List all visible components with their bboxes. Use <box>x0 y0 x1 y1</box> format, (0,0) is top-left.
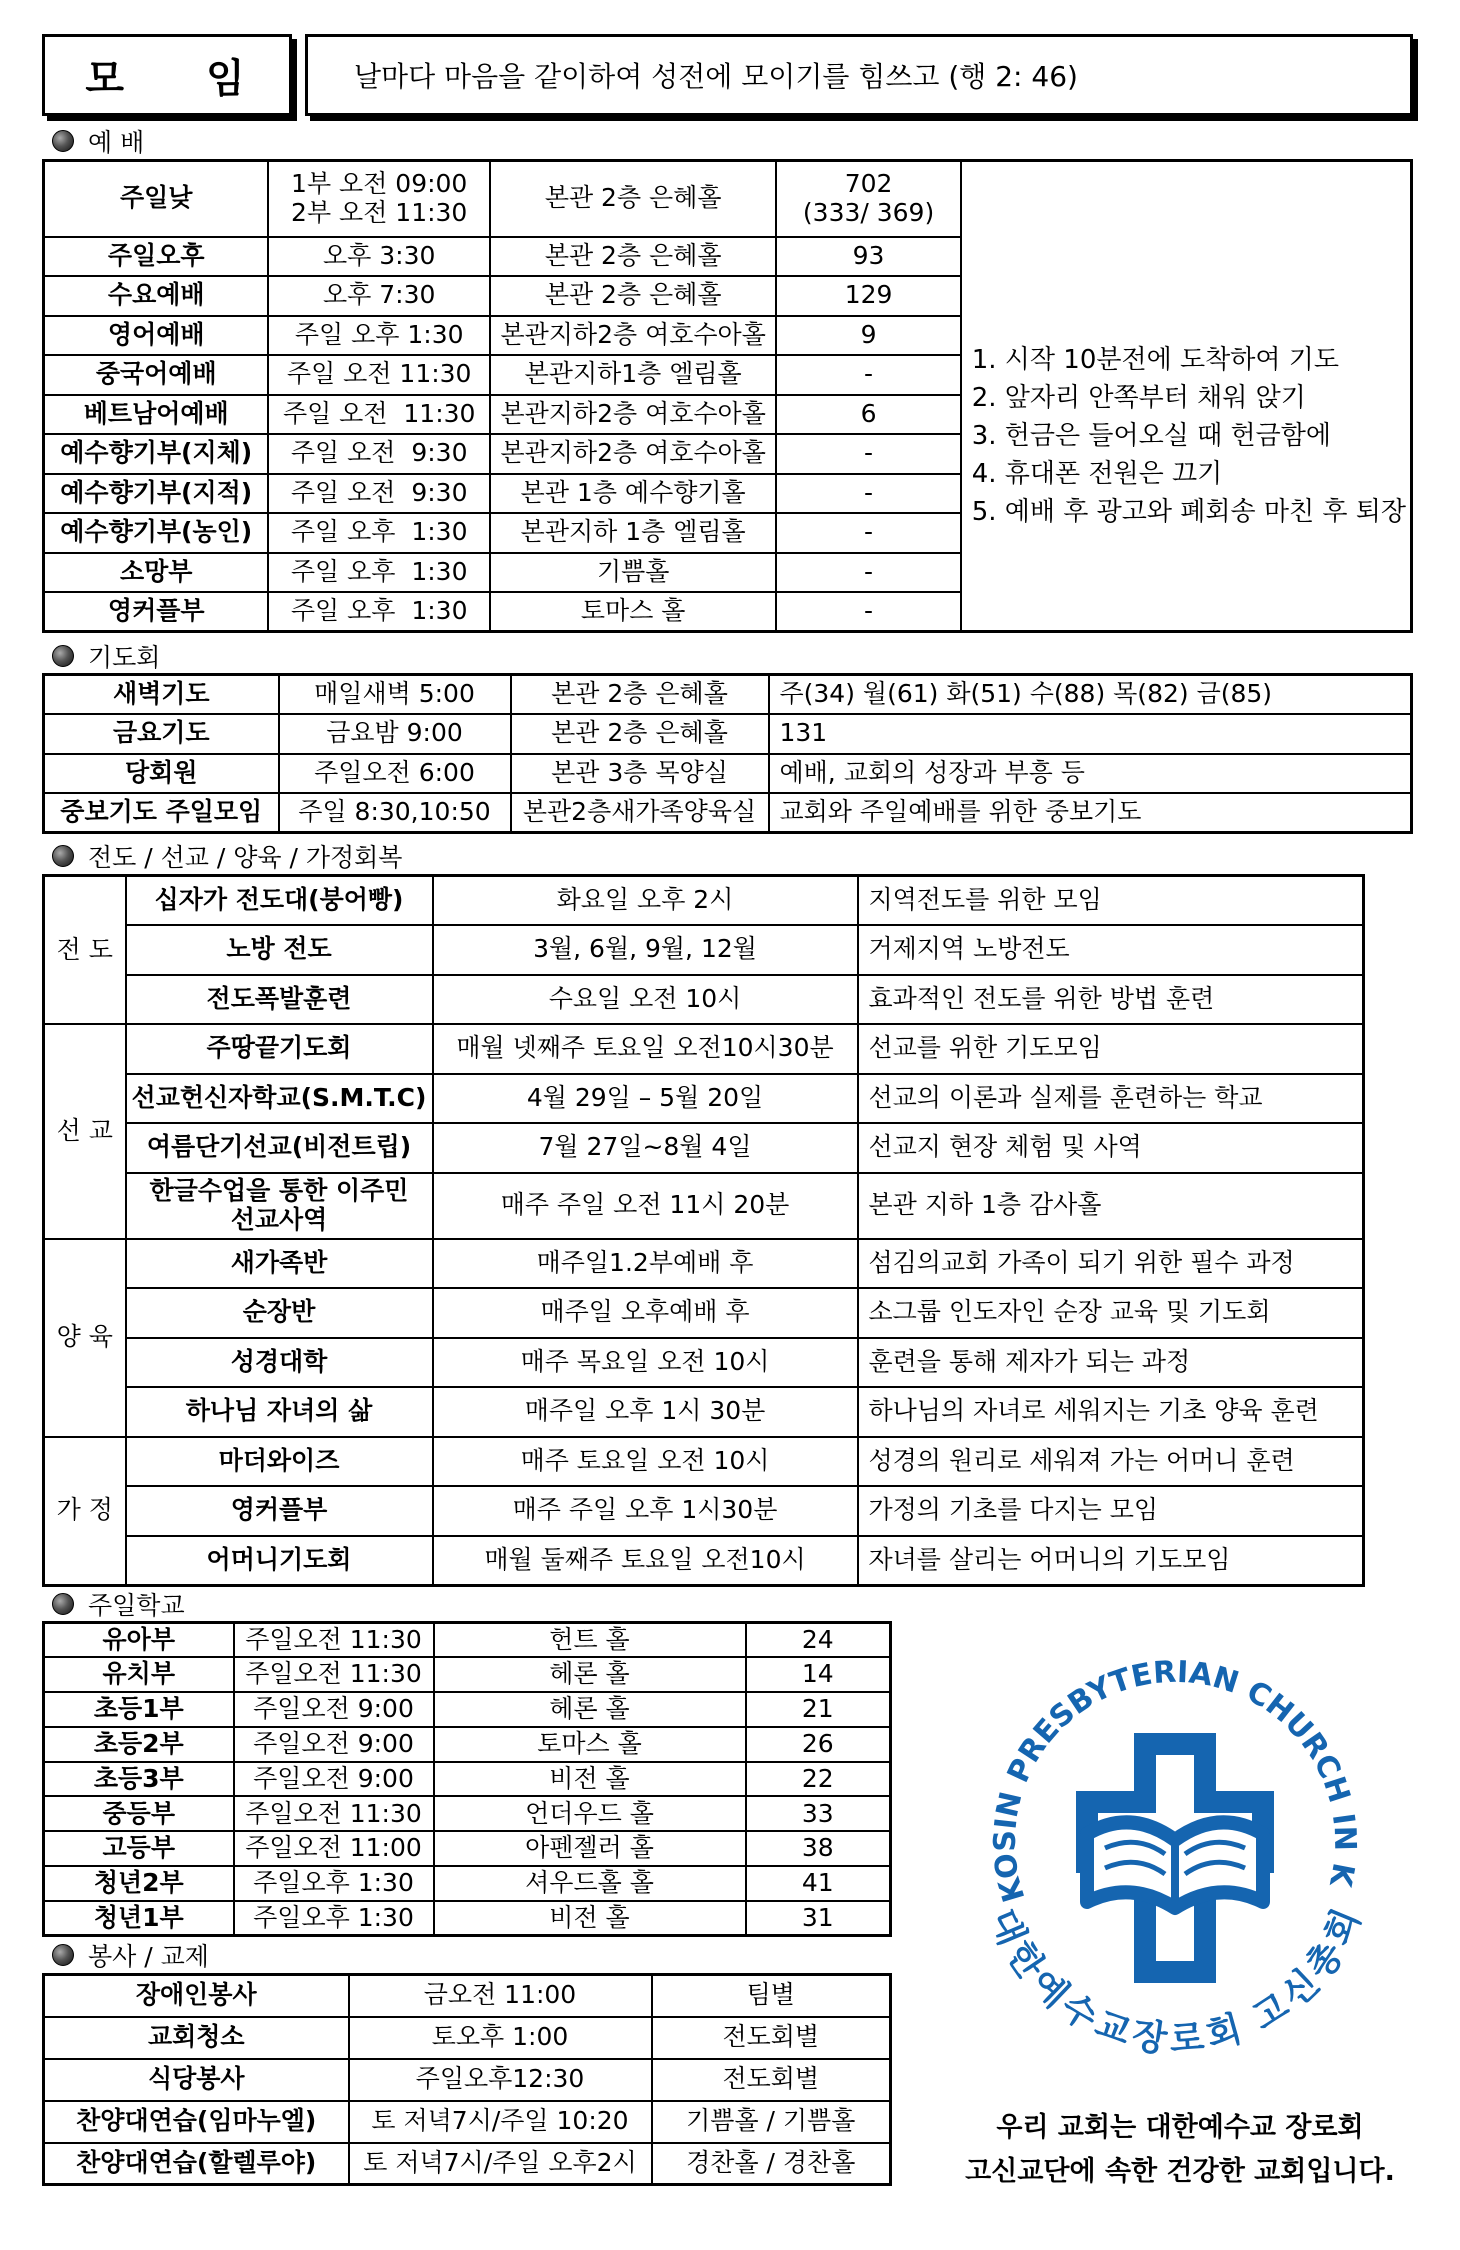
school-time: 주일오전 9:00 <box>234 1727 434 1762</box>
mission-table <box>42 874 1365 1587</box>
worship-count: 6 <box>776 395 960 435</box>
denomination-logo-svg <box>965 1652 1385 2072</box>
mission-time: 3월, 6월, 9월, 12월 <box>433 925 858 975</box>
worship-time: 주일 오후 1:30 <box>268 592 489 632</box>
school-place: 헤론 홀 <box>434 1657 746 1692</box>
service-name: 교회청소 <box>44 2017 349 2059</box>
service-who: 전도회별 <box>652 2017 891 2059</box>
service-who: 기쁨홀 / 기쁨홀 <box>652 2101 891 2143</box>
table-row <box>44 675 1412 715</box>
school-time: 주일오후 1:30 <box>234 1866 434 1901</box>
table-row <box>44 1024 1364 1074</box>
church-caption-line1: 우리 교회는 대한예수교 장로회 <box>996 2112 1364 2143</box>
school-place: 아펜젤러 홀 <box>434 1831 746 1866</box>
table-row <box>44 1288 1364 1338</box>
school-time: 주일오전 11:30 <box>234 1796 434 1831</box>
mission-name: 영커플부 <box>126 1486 433 1536</box>
school-count: 22 <box>746 1762 891 1797</box>
bullet-icon <box>52 130 74 152</box>
worship-name: 영어예배 <box>44 316 269 356</box>
service-time: 주일오후12:30 <box>349 2059 652 2101</box>
school-time: 주일오전 11:30 <box>234 1657 434 1692</box>
service-time: 토오후 1:00 <box>349 2017 652 2059</box>
school-place: 헌트 홀 <box>434 1623 746 1658</box>
worship-count: 129 <box>776 276 960 316</box>
bullet-icon <box>52 845 74 867</box>
service-name: 찬양대연습(임마누엘) <box>44 2101 349 2143</box>
school-name: 초등3부 <box>44 1762 234 1797</box>
table-row <box>44 714 1412 754</box>
prayer-note: 교회와 주일예배를 위한 중보기도 <box>769 793 1412 833</box>
worship-count: - <box>776 592 960 632</box>
mission-desc: 거제지역 노방전도 <box>858 925 1364 975</box>
school-name: 청년2부 <box>44 1866 234 1901</box>
school-place: 언더우드 홀 <box>434 1796 746 1831</box>
worship-name: 주일낮 <box>44 161 269 237</box>
service-time: 금오전 11:00 <box>349 1975 652 2017</box>
mission-time: 매주 주일 오후 1시30분 <box>433 1486 858 1536</box>
prayer-place: 본관 2층 은혜홀 <box>511 714 769 754</box>
service-who: 경찬홀 / 경찬홀 <box>652 2143 891 2185</box>
prayer-time: 주일 8:30,10:50 <box>279 793 511 833</box>
table-row <box>44 925 1364 975</box>
section-title-prayer <box>52 641 160 671</box>
school-name: 유치부 <box>44 1657 234 1692</box>
school-name: 초등2부 <box>44 1727 234 1762</box>
prayer-place: 본관 2층 은혜홀 <box>511 675 769 715</box>
table-row <box>44 1338 1364 1388</box>
table-row <box>44 2101 891 2143</box>
mission-desc: 섬김의교회 가족이 되기 위한 필수 과정 <box>858 1239 1364 1289</box>
prayer-time: 매일새벽 5:00 <box>279 675 511 715</box>
mission-name: 선교헌신자학교(S.M.T.C) <box>126 1074 433 1124</box>
table-row <box>44 1727 891 1762</box>
mission-desc: 하나님의 자녀로 세워지는 기초 양육 훈련 <box>858 1387 1364 1437</box>
mission-desc: 효과적인 전도를 위한 방법 훈련 <box>858 975 1364 1025</box>
school-name: 유아부 <box>44 1623 234 1658</box>
mission-name: 순장반 <box>126 1288 433 1338</box>
service-who: 전도회별 <box>652 2059 891 2101</box>
mission-name: 마더와이즈 <box>126 1437 433 1487</box>
worship-name: 주일오후 <box>44 237 269 277</box>
worship-count: - <box>776 553 960 593</box>
prayer-place: 본관2층새가족양육실 <box>511 793 769 833</box>
sunday-school-table <box>42 1621 892 1937</box>
mission-name: 노방 전도 <box>126 925 433 975</box>
table-row <box>44 876 1364 926</box>
table-row <box>44 1866 891 1901</box>
school-place: 셔우드홀 홀 <box>434 1866 746 1901</box>
mission-desc: 훈련을 통해 제자가 되는 과정 <box>858 1338 1364 1388</box>
section-title-worship <box>52 126 144 156</box>
school-place: 헤론 홀 <box>434 1692 746 1727</box>
worship-name: 영커플부 <box>44 592 269 632</box>
worship-place: 본관지하2층 여호수아홀 <box>490 316 777 356</box>
page-title: 모 임 <box>42 34 292 116</box>
prayer-name: 새벽기도 <box>44 675 279 715</box>
mission-name: 하나님 자녀의 삶 <box>126 1387 433 1437</box>
worship-table <box>42 159 1413 633</box>
mission-group-label: 가 정 <box>44 1437 126 1586</box>
school-count: 26 <box>746 1727 891 1762</box>
church-caption-line2: 고신교단에 속한 건강한 교회입니다. <box>965 2156 1395 2187</box>
cross-book-icon <box>1087 1744 1263 1972</box>
prayer-note: 예배, 교회의 성장과 부흥 등 <box>769 754 1412 794</box>
service-name: 식당봉사 <box>44 2059 349 2101</box>
worship-place: 본관지하 1층 엘림홀 <box>490 513 777 553</box>
worship-note-item: 3. 헌금은 들어오실 때 헌금함에 <box>971 421 1331 451</box>
school-place: 비전 홀 <box>434 1901 746 1936</box>
worship-place: 본관 2층 은혜홀 <box>490 276 777 316</box>
worship-name: 예수향기부(농인) <box>44 513 269 553</box>
mission-group-label: 선 교 <box>44 1024 126 1239</box>
worship-time: 주일 오후 1:30 <box>268 513 489 553</box>
service-time: 토 저녁7시/주일 오후2시 <box>349 2143 652 2185</box>
mission-desc: 소그룹 인도자인 순장 교육 및 기도회 <box>858 1288 1364 1338</box>
prayer-name: 당회원 <box>44 754 279 794</box>
section-title-label: 봉사 / 교제 <box>88 1942 209 1971</box>
mission-time: 수요일 오전 10시 <box>433 975 858 1025</box>
worship-name: 예수향기부(지적) <box>44 474 269 514</box>
mission-name: 어머니기도회 <box>126 1536 433 1586</box>
prayer-note: 131 <box>769 714 1412 754</box>
table-row <box>44 1173 1364 1239</box>
school-time: 주일오전 9:00 <box>234 1692 434 1727</box>
worship-place: 본관 2층 은혜홀 <box>490 237 777 277</box>
worship-count: - <box>776 513 960 553</box>
header-verse: 날마다 마음을 같이하여 성전에 모이기를 힘쓰고 (행 2: 46) <box>305 34 1413 116</box>
section-title-label: 예 배 <box>88 128 145 157</box>
section-title-mission <box>52 841 402 871</box>
section-title-sunday-school <box>52 1589 185 1619</box>
worship-time: 오후 7:30 <box>268 276 489 316</box>
logo-ring-text-en: KOSIN PRESBYTERIAN CHURCH IN K <box>987 1654 1363 1906</box>
mission-time: 화요일 오후 2시 <box>433 876 858 926</box>
worship-place: 본관지하2층 여호수아홀 <box>490 395 777 435</box>
worship-count: 702 (333/ 369) <box>776 161 960 237</box>
table-row <box>44 975 1364 1025</box>
school-place: 비전 홀 <box>434 1762 746 1797</box>
school-name: 중등부 <box>44 1796 234 1831</box>
mission-desc: 지역전도를 위한 모임 <box>858 876 1364 926</box>
school-time: 주일오전 11:30 <box>234 1623 434 1658</box>
mission-name: 여름단기선교(비전트립) <box>126 1123 433 1173</box>
table-row <box>44 1762 891 1797</box>
worship-time: 주일 오후 1:30 <box>268 316 489 356</box>
mission-desc: 선교를 위한 기도모임 <box>858 1024 1364 1074</box>
service-table <box>42 1973 892 2186</box>
school-name: 초등1부 <box>44 1692 234 1727</box>
worship-count: 93 <box>776 237 960 277</box>
worship-time: 주일 오전 9:30 <box>268 474 489 514</box>
logo-ring-text-ko: 대한예수교장로회 고신총회 <box>981 1903 1369 2061</box>
mission-desc: 선교의 이론과 실제를 훈련하는 학교 <box>858 1074 1364 1124</box>
table-row <box>44 1387 1364 1437</box>
mission-time: 매월 둘째주 토요일 오전10시 <box>433 1536 858 1586</box>
school-count: 31 <box>746 1901 891 1936</box>
bullet-icon <box>52 1944 74 1966</box>
worship-name: 예수향기부(지체) <box>44 434 269 474</box>
prayer-time: 주일오전 6:00 <box>279 754 511 794</box>
worship-name: 소망부 <box>44 553 269 593</box>
worship-place: 본관 2층 은혜홀 <box>490 161 777 237</box>
worship-count: - <box>776 355 960 395</box>
worship-note-item: 4. 휴대폰 전원은 끄기 <box>971 459 1223 489</box>
school-name: 고등부 <box>44 1831 234 1866</box>
mission-time: 매주일 오후예배 후 <box>433 1288 858 1338</box>
table-row <box>44 1831 891 1866</box>
table-row <box>44 1901 891 1936</box>
mission-time: 매주일1.2부예배 후 <box>433 1239 858 1289</box>
table-row <box>44 2143 891 2185</box>
worship-count: - <box>776 474 960 514</box>
table-row <box>44 1975 891 2017</box>
worship-count: - <box>776 434 960 474</box>
worship-place: 본관지하1층 엘림홀 <box>490 355 777 395</box>
service-who: 팀별 <box>652 1975 891 2017</box>
mission-time: 4월 29일 – 5월 20일 <box>433 1074 858 1124</box>
worship-time: 주일 오전 11:30 <box>268 355 489 395</box>
prayer-time: 금요밤 9:00 <box>279 714 511 754</box>
mission-time: 매월 넷째주 토요일 오전10시30분 <box>433 1024 858 1074</box>
worship-name: 수요예배 <box>44 276 269 316</box>
mission-name: 새가족반 <box>126 1239 433 1289</box>
table-row <box>44 793 1412 833</box>
school-time: 주일오후 1:30 <box>234 1901 434 1936</box>
prayer-place: 본관 3층 목양실 <box>511 754 769 794</box>
prayer-note: 주(34) 월(61) 화(51) 수(88) 목(82) 금(85) <box>769 675 1412 715</box>
table-row <box>44 1437 1364 1487</box>
mission-desc: 본관 지하 1층 감사홀 <box>858 1173 1364 1239</box>
worship-place: 토마스 홀 <box>490 592 777 632</box>
mission-name: 성경대학 <box>126 1338 433 1388</box>
denomination-logo <box>965 1652 1385 2072</box>
mission-desc: 선교지 현장 체험 및 사역 <box>858 1123 1364 1173</box>
service-time: 토 저녁7시/주일 10:20 <box>349 2101 652 2143</box>
school-count: 41 <box>746 1866 891 1901</box>
mission-name: 주땅끝기도회 <box>126 1024 433 1074</box>
mission-time: 매주 주일 오전 11시 20분 <box>433 1173 858 1239</box>
mission-group-label: 양 육 <box>44 1239 126 1437</box>
worship-note-item: 5. 예배 후 광고와 폐회송 마친 후 퇴장 <box>971 497 1406 527</box>
bullet-icon <box>52 1593 74 1615</box>
prayer-name: 중보기도 주일모임 <box>44 793 279 833</box>
table-row <box>44 2017 891 2059</box>
bullet-icon <box>52 645 74 667</box>
worship-place: 본관지하2층 여호수아홀 <box>490 434 777 474</box>
table-row <box>44 754 1412 794</box>
mission-desc: 자녀를 살리는 어머니의 기도모임 <box>858 1536 1364 1586</box>
worship-time: 1부 오전 09:00 2부 오전 11:30 <box>268 161 489 237</box>
school-count: 33 <box>746 1796 891 1831</box>
worship-note-item: 1. 시작 10분전에 도착하여 기도 <box>971 345 1339 375</box>
table-row <box>44 1623 891 1658</box>
mission-name: 전도폭발훈련 <box>126 975 433 1025</box>
school-time: 주일오전 11:00 <box>234 1831 434 1866</box>
worship-note-item: 2. 앞자리 안쪽부터 채워 앉기 <box>971 383 1306 413</box>
mission-time: 7월 27일~8월 4일 <box>433 1123 858 1173</box>
section-title-service <box>52 1940 209 1970</box>
school-time: 주일오전 9:00 <box>234 1762 434 1797</box>
worship-time: 주일 오후 1:30 <box>268 553 489 593</box>
school-name: 청년1부 <box>44 1901 234 1936</box>
mission-name: 십자가 전도대(붕어빵) <box>126 876 433 926</box>
table-row <box>44 1486 1364 1536</box>
mission-desc: 가정의 기초를 다지는 모임 <box>858 1486 1364 1536</box>
worship-time: 주일 오전 11:30 <box>268 395 489 435</box>
mission-time: 매주 목요일 오전 10시 <box>433 1338 858 1388</box>
mission-group-label: 전 도 <box>44 876 126 1025</box>
section-title-label: 전도 / 선교 / 양육 / 가정회복 <box>88 843 403 872</box>
section-title-label: 기도회 <box>88 643 161 672</box>
table-row <box>44 1536 1364 1586</box>
mission-time: 매주 토요일 오전 10시 <box>433 1437 858 1487</box>
prayer-name: 금요기도 <box>44 714 279 754</box>
section-title-label: 주일학교 <box>88 1591 185 1620</box>
worship-time: 주일 오전 9:30 <box>268 434 489 474</box>
worship-notes <box>961 161 1412 632</box>
table-row <box>44 1692 891 1727</box>
service-name: 찬양대연습(할렐루야) <box>44 2143 349 2185</box>
service-name: 장애인봉사 <box>44 1975 349 2017</box>
school-count: 14 <box>746 1657 891 1692</box>
worship-name: 중국어예배 <box>44 355 269 395</box>
worship-name: 베트남어예배 <box>44 395 269 435</box>
mission-desc: 성경의 원리로 세워져 가는 어머니 훈련 <box>858 1437 1364 1487</box>
school-place: 토마스 홀 <box>434 1727 746 1762</box>
mission-name: 한글수업을 통한 이주민 선교사역 <box>126 1173 433 1239</box>
table-row <box>44 1796 891 1831</box>
table-row <box>44 1074 1364 1124</box>
table-row <box>44 1657 891 1692</box>
school-count: 21 <box>746 1692 891 1727</box>
table-row <box>44 1239 1364 1289</box>
worship-place: 기쁨홀 <box>490 553 777 593</box>
school-count: 38 <box>746 1831 891 1866</box>
table-row <box>44 1123 1364 1173</box>
worship-place: 본관 1층 예수향기홀 <box>490 474 777 514</box>
worship-count: 9 <box>776 316 960 356</box>
worship-time: 오후 3:30 <box>268 237 489 277</box>
church-caption <box>940 2106 1420 2194</box>
table-row <box>44 161 1412 237</box>
mission-time: 매주일 오후 1시 30분 <box>433 1387 858 1437</box>
table-row <box>44 2059 891 2101</box>
prayer-table <box>42 673 1413 834</box>
school-count: 24 <box>746 1623 891 1658</box>
